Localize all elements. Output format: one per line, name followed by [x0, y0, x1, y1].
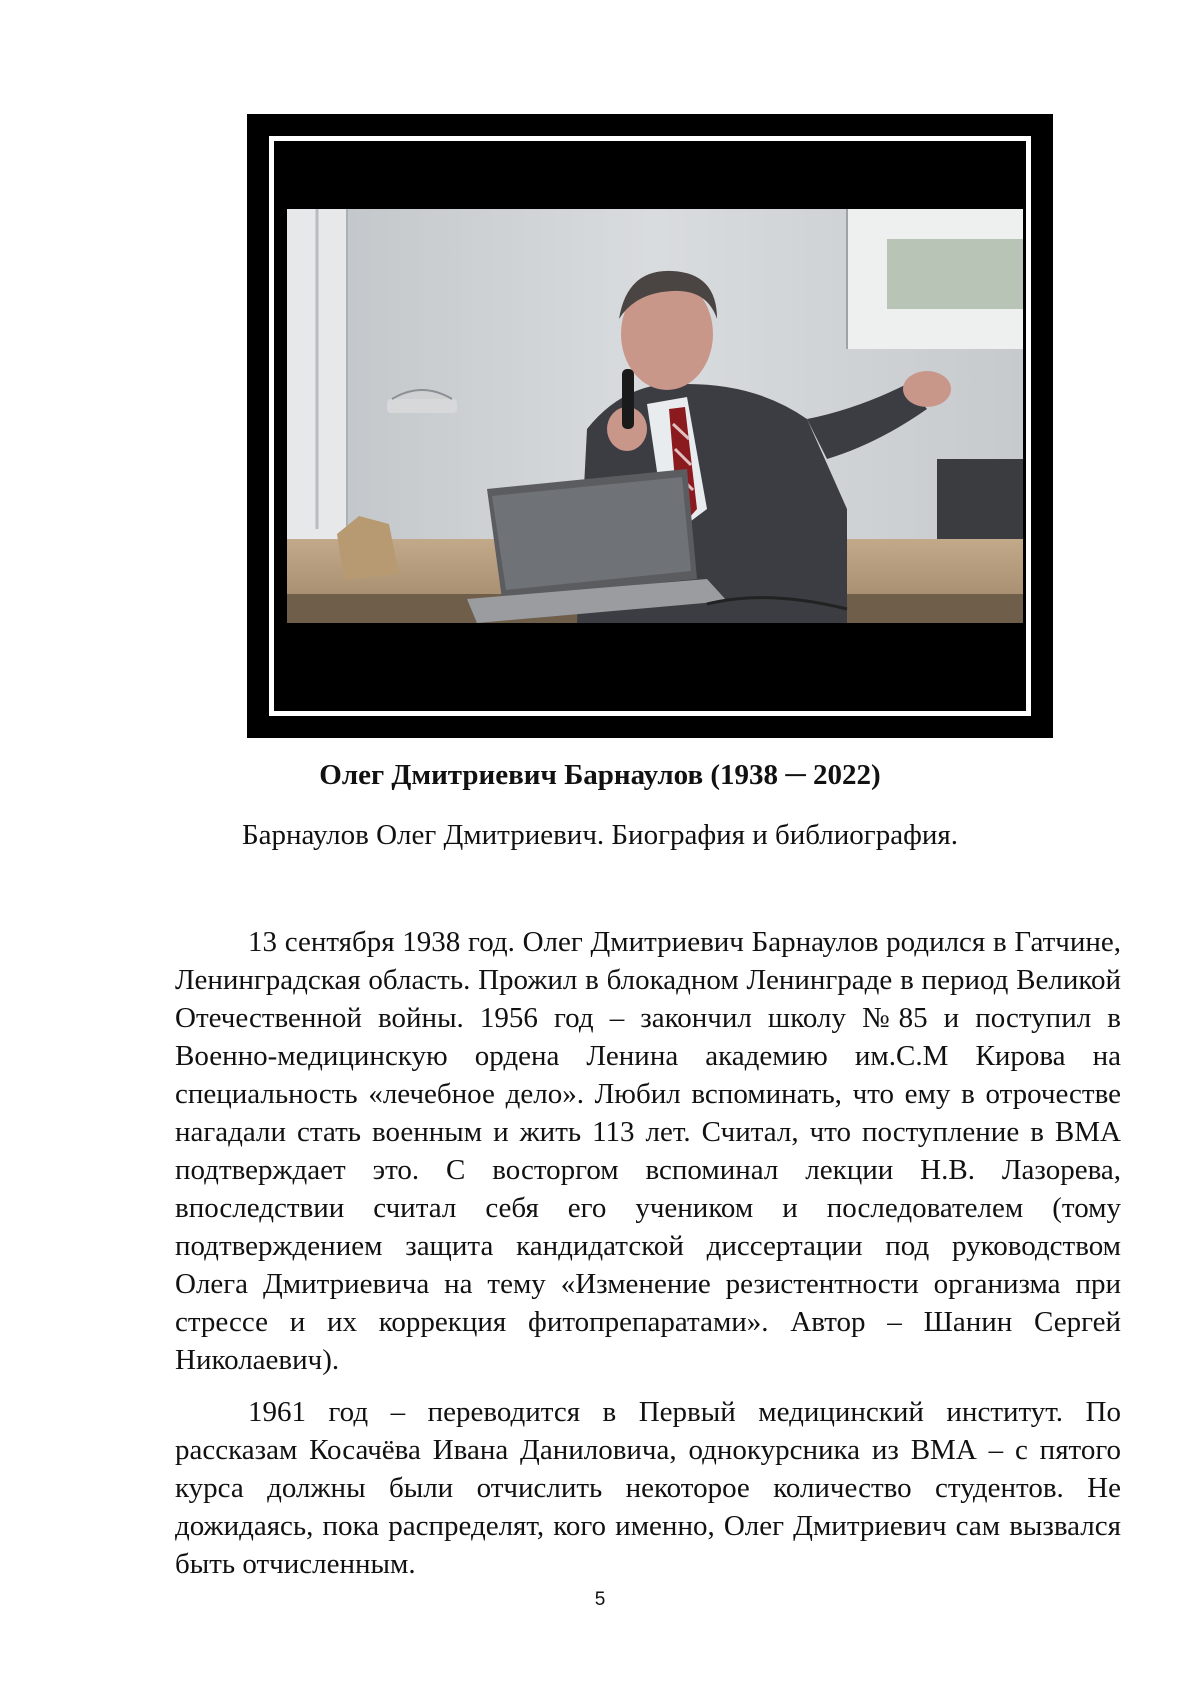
- portrait-photo: [287, 209, 1023, 623]
- photo-caption-title: Олег Дмитриевич Барнаулов (1938 ─ 2022): [319, 759, 881, 791]
- photo-frame: [247, 114, 1053, 738]
- page-number: 5: [594, 1589, 606, 1610]
- biography-text: [175, 923, 1121, 1597]
- paragraph: 13 сентября 1938 год. Олег Дмитриевич Барнаулов родился в Гатчине, Ленинградская область. Прожил в блокадном Ленинграде в период Великой Отечественной войны. 1956 год – закончил школу №85 и поступил в Военно-медицинскую ордена Ленина академию им.С.М Кирова на специальность «лечебное дело». Любил вспоминать, что ему в отрочестве нагадали стать военным и жить 113 лет. Считал, что поступление в ВМА подтверждает это. С восторгом вспоминал лекции Н.В. Лазорева, впоследствии считал себя его учеником и последователем (тому подтверждением защита кандидатской диссертации под руководством Олега Дмитриевича на тему «Изменение резистентности организма при стрессе и их коррекция фитопрепаратами». Автор – Шанин Сергей Николаевич).: [175, 926, 1121, 1376]
- paragraph: 1961 год – переводится в Первый медицинский институт. По рассказам Косачёва Ивана Даниловича, однокурсника из ВМА – с пятого курса должны были отчислить некоторое количество студентов. Не дожидаясь, пока распределят, кого именно, Олег Дмитриевич сам вызвался быть отчисленным.: [175, 1396, 1121, 1580]
- photo-caption-subtitle: Барнаулов Олег Дмитриевич. Биография и библиография.: [242, 819, 958, 851]
- lecture-photo-icon: [287, 209, 1023, 623]
- photo-border: [269, 136, 1031, 716]
